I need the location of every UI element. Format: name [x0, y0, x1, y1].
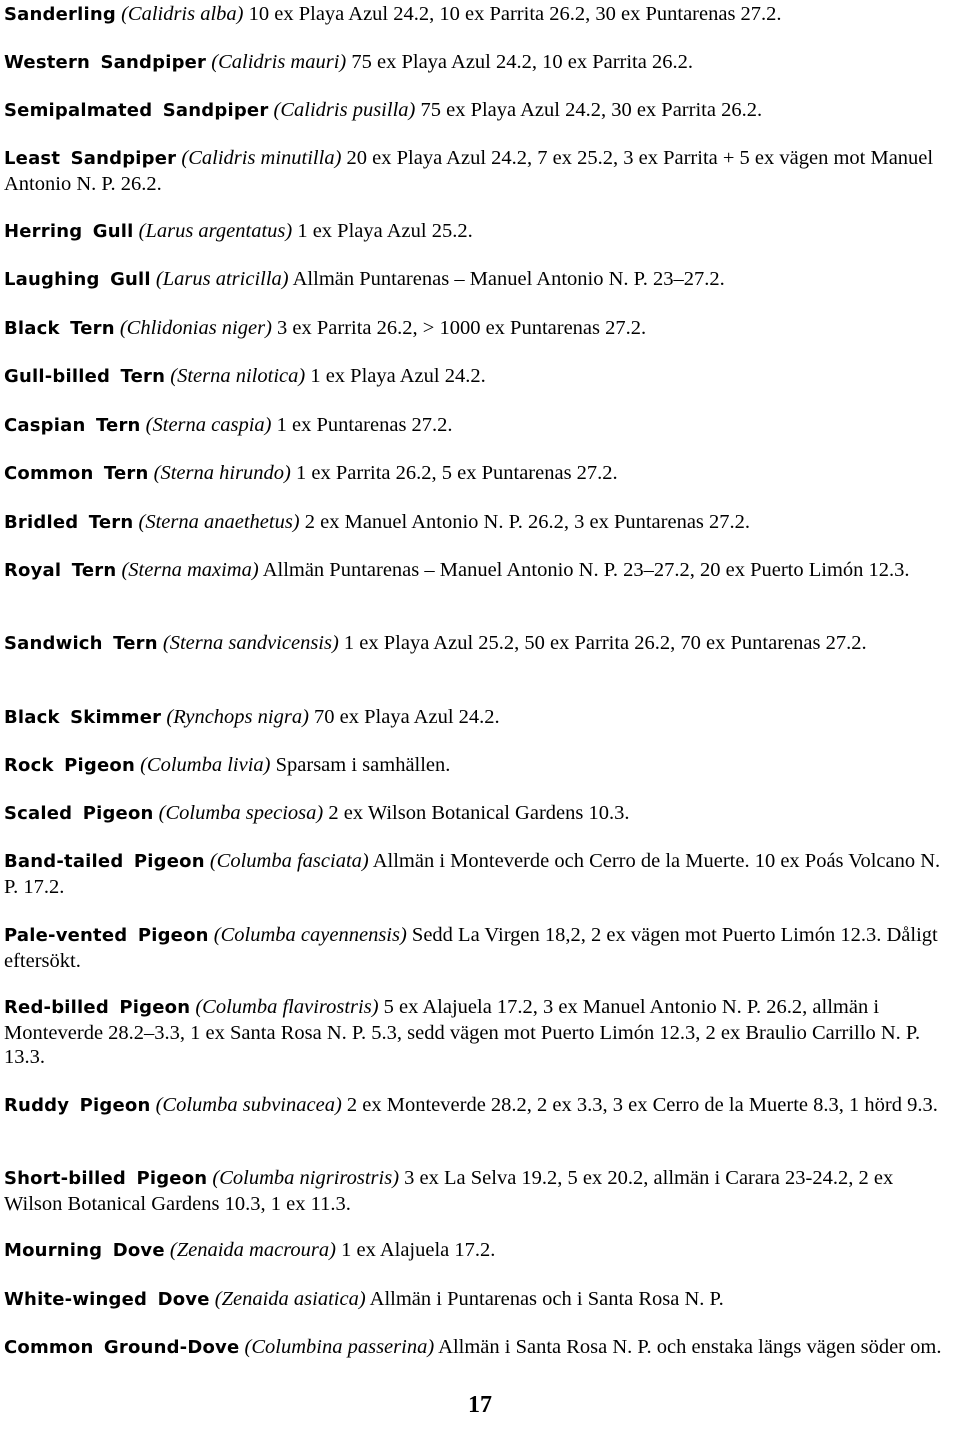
species-scientific-name: (Sterna sandvicensis) [162, 632, 339, 654]
species-scientific-name: (Rynchops nigra) [166, 706, 309, 728]
species-observations: 3 ex Parrita 26.2, > 1000 ex Puntarenas 27.2. [277, 317, 647, 339]
species-scientific-name: (Zenaida asiatica) [214, 1288, 366, 1310]
species-common-name: Band-tailed Pigeon [4, 851, 205, 872]
species-scientific-name: (Columba fasciata) [209, 850, 369, 872]
species-observations: 1 ex Alajuela 17.2. [341, 1239, 496, 1261]
species-entry [4, 50, 954, 76]
species-observations: 75 ex Playa Azul 24.2, 10 ex Parrita 26.2. [351, 51, 693, 73]
species-scientific-name: (Calidris mauri) [211, 51, 347, 73]
species-scientific-name: (Columba livia) [140, 754, 271, 776]
species-entry [4, 1335, 954, 1361]
species-scientific-name: (Calidris alba) [121, 3, 244, 25]
species-scientific-name: (Sterna maxima) [121, 559, 259, 581]
species-entry [4, 364, 954, 390]
species-scientific-name: (Chlidonias niger) [119, 317, 272, 339]
species-observations: 75 ex Playa Azul 24.2, 30 ex Parrita 26.2. [420, 99, 763, 121]
species-observations: 1 ex Playa Azul 25.2. [297, 220, 473, 242]
species-common-name: Sandwich Tern [4, 633, 158, 654]
species-common-name: Short-billed Pigeon [4, 1168, 208, 1189]
species-scientific-name: (Columba speciosa) [158, 802, 324, 824]
species-common-name: Black Tern [4, 318, 115, 339]
species-common-name: Western Sandpiper [4, 52, 207, 73]
species-common-name: Sanderling [4, 4, 116, 25]
species-entry [4, 801, 954, 827]
species-observations: 1 ex Playa Azul 25.2, 50 ex Parrita 26.2, 70 ex Puntarenas 27.2. [343, 632, 867, 654]
species-observations: Allmän i Santa Rosa N. P. och enstaka längs vägen söder om. [438, 1336, 942, 1358]
species-entry [4, 461, 954, 487]
species-observations: 10 ex Playa Azul 24.2, 10 ex Parrita 26.2, 30 ex Puntarenas 27.2. [248, 3, 782, 25]
species-entry [4, 923, 954, 973]
species-common-name: Ruddy Pigeon [4, 1095, 151, 1116]
species-common-name: Mourning Dove [4, 1240, 165, 1261]
species-entry [4, 267, 954, 293]
species-entry [4, 1093, 954, 1119]
species-observations: Sparsam i samhällen. [275, 754, 451, 776]
species-observations: 5 ex Alajuela 17.2, 3 ex Manuel Antonio N. P. 26.2, allmän i Monteverde 28.2–3.3, 1 ex Santa Rosa N. P. 5.3, sedd vägen mot Puerto Limón 12.3, 2 ex Braulio Carrillo N. P. 13.3. [4, 996, 921, 1068]
species-scientific-name: (Larus atricilla) [155, 268, 289, 290]
species-scientific-name: (Sterna nilotica) [170, 365, 306, 387]
species-scientific-name: (Calidris pusilla) [273, 99, 416, 121]
species-common-name: Caspian Tern [4, 415, 141, 436]
species-entry [4, 849, 954, 899]
species-observations: 2 ex Wilson Botanical Gardens 10.3. [328, 802, 630, 824]
species-common-name: Herring Gull [4, 221, 134, 242]
species-common-name: Least Sandpiper [4, 148, 177, 169]
species-entry [4, 631, 954, 657]
species-scientific-name: (Calidris minutilla) [181, 147, 342, 169]
species-entry [4, 1238, 954, 1264]
species-common-name: Common Ground-Dove [4, 1337, 240, 1358]
species-common-name: Pale-vented Pigeon [4, 925, 209, 946]
species-entry [4, 510, 954, 536]
species-observations: Allmän Puntarenas – Manuel Antonio N. P. 23–27.2, 20 ex Puerto Limón 12.3. [262, 559, 910, 581]
species-scientific-name: (Columba flavirostris) [195, 996, 379, 1018]
species-common-name: Royal Tern [4, 560, 117, 581]
species-common-name: Common Tern [4, 463, 149, 484]
species-common-name: Laughing Gull [4, 269, 151, 290]
species-scientific-name: (Columbina passerina) [244, 1336, 435, 1358]
species-observations: 20 ex Playa Azul 24.2, 7 ex 25.2, 3 ex Parrita + 5 ex vägen mot Manuel Antonio N. P. 26.2. [4, 147, 934, 195]
species-common-name: Semipalmated Sandpiper [4, 100, 269, 121]
species-common-name: White-winged Dove [4, 1289, 210, 1310]
species-observations: 1 ex Parrita 26.2, 5 ex Puntarenas 27.2. [296, 462, 618, 484]
species-common-name: Rock Pigeon [4, 755, 135, 776]
species-entry [4, 413, 954, 439]
species-common-name: Gull-billed Tern [4, 366, 166, 387]
species-observations: Allmän Puntarenas – Manuel Antonio N. P. 23–27.2. [292, 268, 725, 290]
species-observations: 3 ex La Selva 19.2, 5 ex 20.2, allmän i Carara 23-24.2, 2 ex Wilson Botanical Gardens 10.3, 1 ex 11.3. [4, 1167, 894, 1215]
species-observations: 1 ex Playa Azul 24.2. [310, 365, 486, 387]
species-entry [4, 2, 954, 28]
species-scientific-name: (Columba cayennensis) [213, 924, 407, 946]
species-scientific-name: (Sterna caspia) [145, 414, 272, 436]
species-entry [4, 146, 954, 196]
species-observations: 2 ex Manuel Antonio N. P. 26.2, 3 ex Puntarenas 27.2. [304, 511, 751, 533]
page-number: 17 [468, 1392, 492, 1418]
species-scientific-name: (Zenaida macroura) [169, 1239, 336, 1261]
species-entry [4, 316, 954, 342]
species-entry [4, 219, 954, 245]
document-page [4, 0, 956, 1438]
species-entry [4, 753, 954, 779]
species-common-name: Bridled Tern [4, 512, 134, 533]
species-observations: Allmän i Puntarenas och i Santa Rosa N. P. [369, 1288, 724, 1310]
species-scientific-name: (Sterna hirundo) [153, 462, 291, 484]
species-entry [4, 995, 954, 1070]
species-observations: Allmän i Monteverde och Cerro de la Muerte. 10 ex Poás Volcano N. P. 17.2. [4, 850, 941, 898]
species-scientific-name: (Sterna anaethetus) [138, 511, 300, 533]
species-entry [4, 558, 954, 584]
species-observations: 2 ex Monteverde 28.2, 2 ex 3.3, 3 ex Cerro de la Muerte 8.3, 1 hörd 9.3. [346, 1094, 938, 1116]
species-scientific-name: (Larus argentatus) [138, 220, 293, 242]
species-entry [4, 1166, 954, 1216]
species-observations: 1 ex Puntarenas 27.2. [276, 414, 453, 436]
species-entry [4, 705, 954, 731]
species-entry [4, 1287, 954, 1313]
species-scientific-name: (Columba subvinacea) [155, 1094, 342, 1116]
species-observations: Sedd La Virgen 18,2, 2 ex vägen mot Puerto Limón 12.3. Dåligt eftersökt. [4, 924, 938, 972]
species-observations: 70 ex Playa Azul 24.2. [314, 706, 500, 728]
species-common-name: Scaled Pigeon [4, 803, 154, 824]
species-common-name: Red-billed Pigeon [4, 997, 191, 1018]
species-entry [4, 98, 954, 124]
species-common-name: Black Skimmer [4, 707, 162, 728]
species-scientific-name: (Columba nigrirostris) [212, 1167, 400, 1189]
